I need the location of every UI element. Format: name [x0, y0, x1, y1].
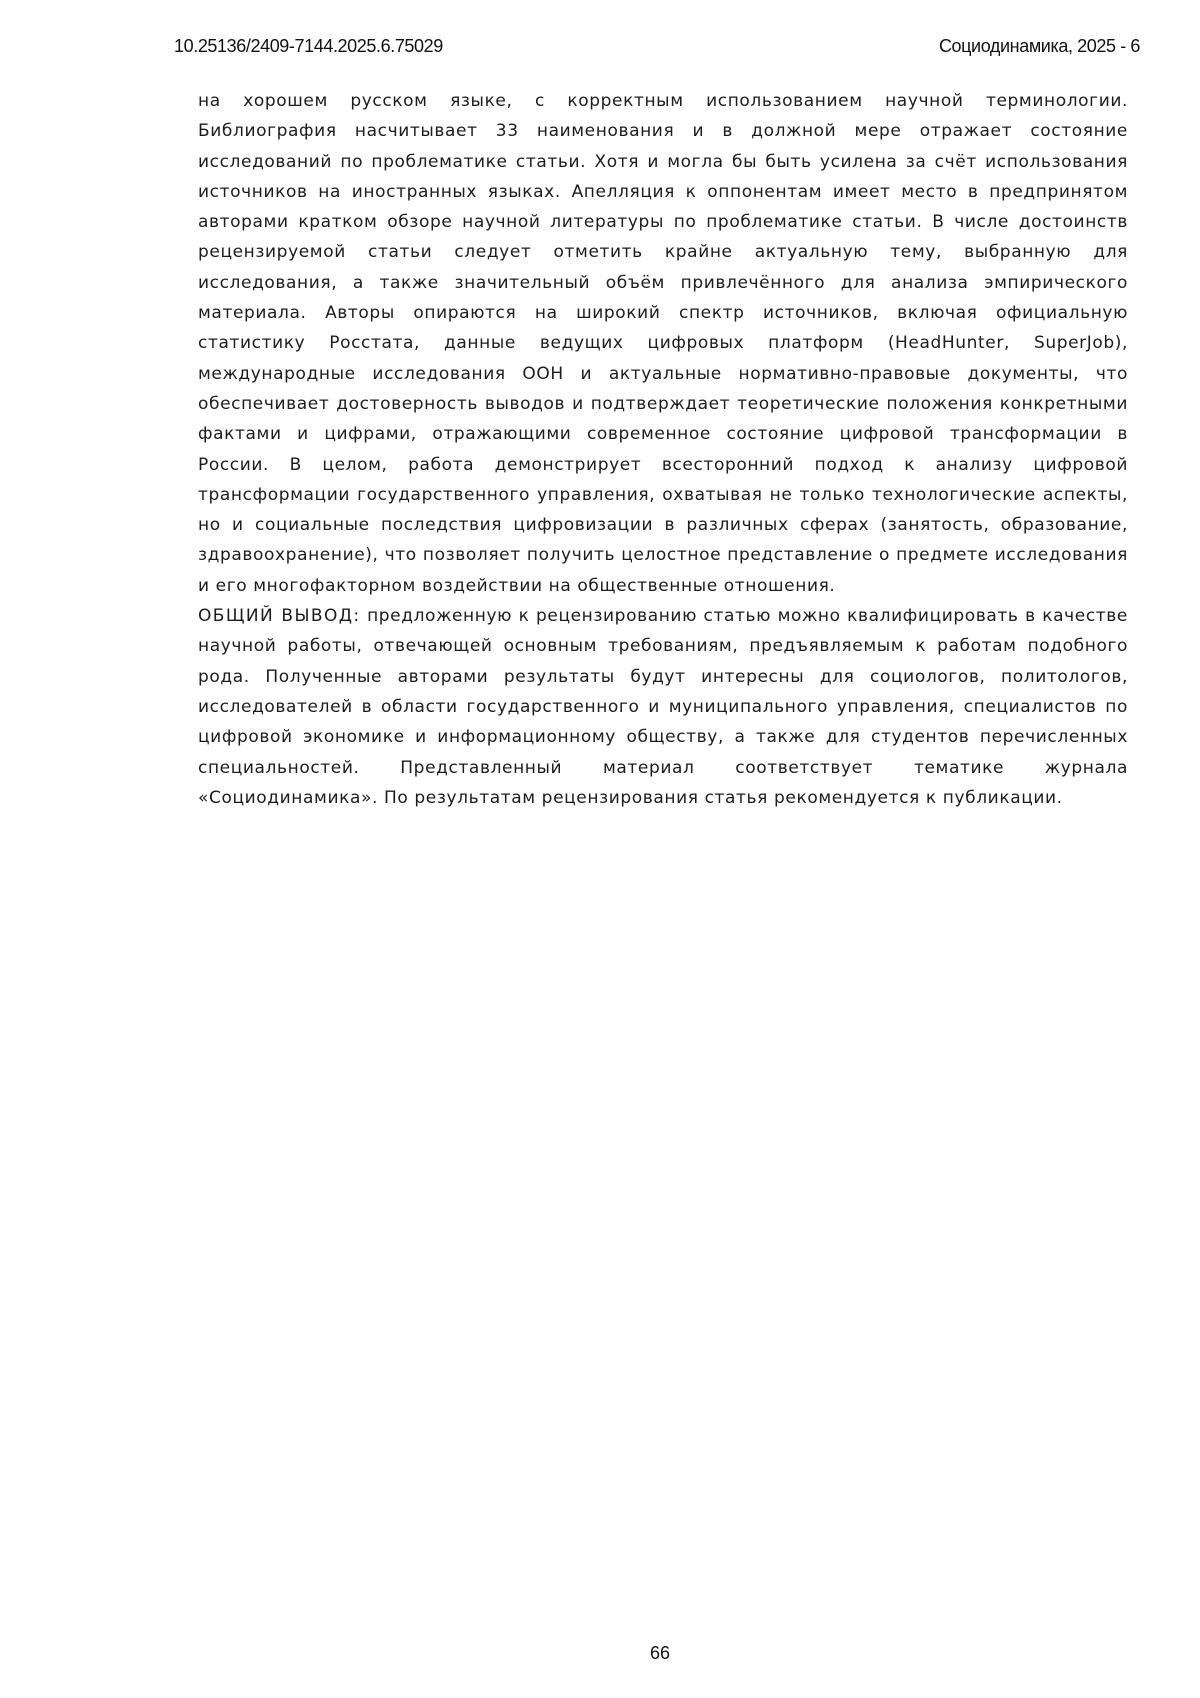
conclusion-label: ОБЩИЙ ВЫВОД: — [198, 606, 361, 627]
review-body — [198, 86, 1128, 813]
conclusion-text: предложенную к рецензированию статью можно квалифицировать в качестве научной работы, отвечающей основным требованиям, предъявляемым к работам подобного рода. Полученные авторами результаты будут интересны для социологов, политологов, исследователей в области государственного и муниципального управления, специалистов по цифровой экономике и информационному обществу, а также для студентов перечисленных специальностей. Представленный материал соответствует тематике журнала «Социодинамика». По результатам рецензирования статья рекомендуется к публикации. — [198, 606, 1128, 808]
page-number: 66 — [649, 1643, 671, 1663]
journal-issue-text: Социодинамика, 2025 - 6 — [938, 36, 1140, 56]
doi-text: 10.25136/2409-7144.2025.6.75029 — [174, 36, 443, 56]
review-conclusion — [198, 601, 1128, 813]
review-paragraph: на хорошем русском языке, с корректным использованием научной терминологии. Библиография насчитывает 33 наименования и в должной мере отражает состояние исследований по проблематике статьи. Хотя и могла бы быть усилена за счёт использования источников на иностранных языках. Апелляция к оппонентам имеет место в предпринятом авторами кратком обзоре научной литературы по проблематике статьи. В числе достоинств рецензируемой статьи следует отметить крайне актуальную тему, выбранную для исследования, а также значительный объём привлечённого для анализа эмпирического материала. Авторы опираются на широкий спектр источников, включая официальную статистику Росстата, данные ведущих цифровых платформ (HeadHunter, SuperJob), международные исследования ООН и актуальные нормативно-правовые документы, что обеспечивает достоверность выводов и подтверждает теоретические положения конкретными фактами и цифрами, отражающими современное состояние цифровой трансформации в России. В целом, работа демонстрирует всесторонний подход к анализу цифровой трансформации государственного управления, охватывая не только технологические аспекты, но и социальные последствия цифровизации в различных сферах (занятость, образование, здравоохранение), что позволяет получить целостное представление о предмете исследования и его многофакторном воздействии на общественные отношения. — [198, 91, 1128, 596]
page-header — [174, 36, 1140, 60]
